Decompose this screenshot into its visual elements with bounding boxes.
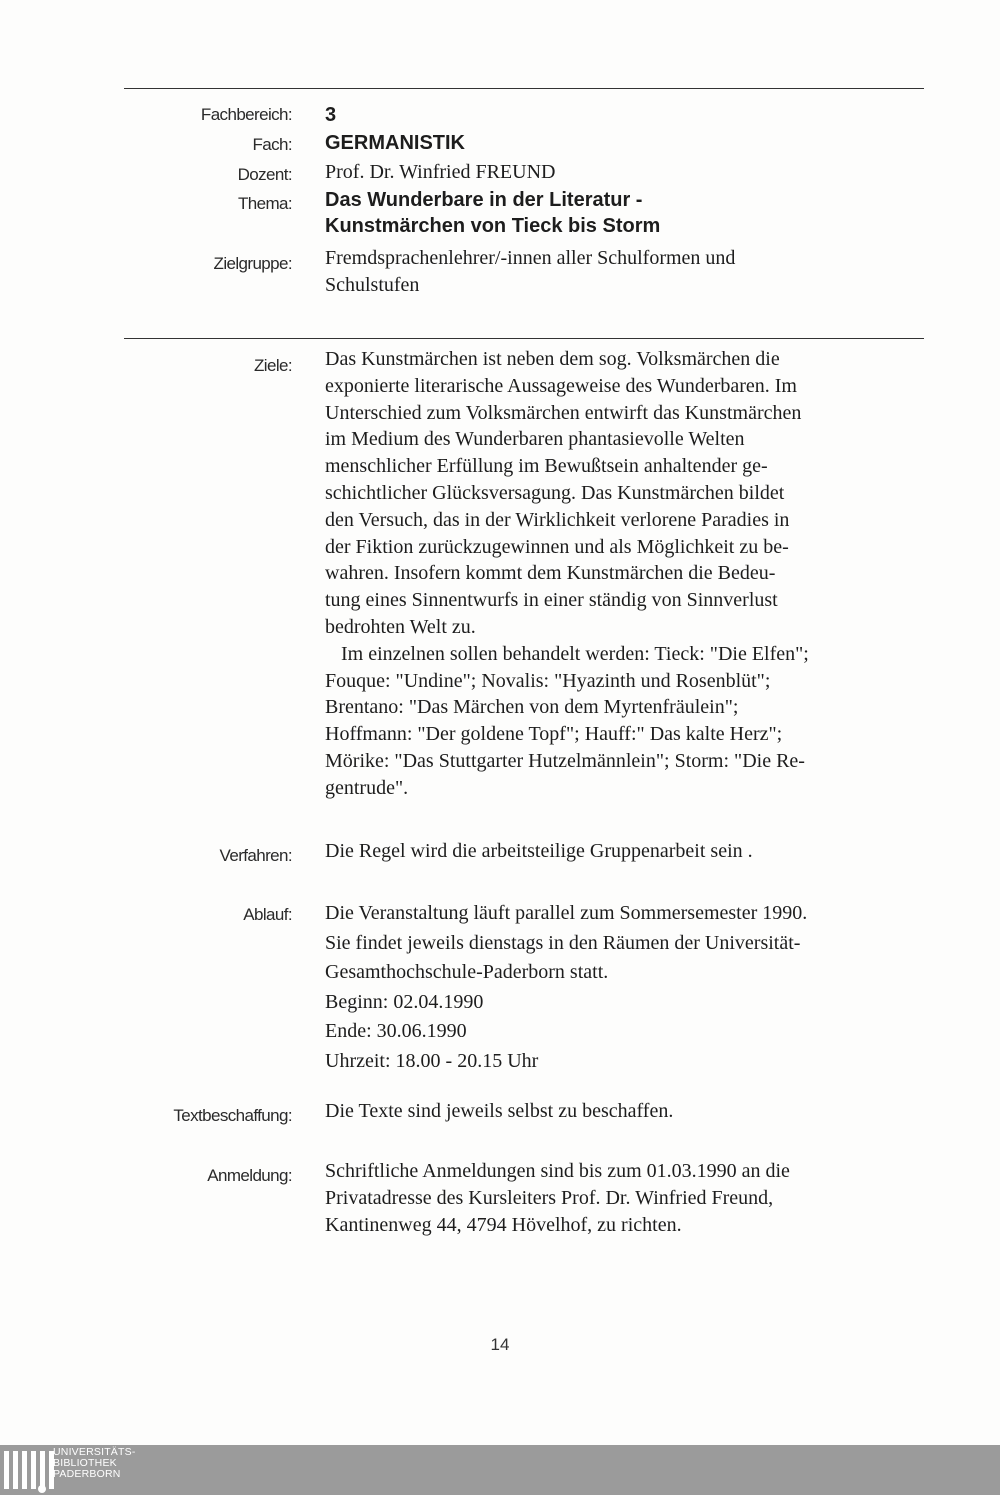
fachbereich-label: Fachbereich: — [200, 105, 292, 124]
verfahren-text — [325, 838, 930, 865]
thema-value — [325, 187, 930, 239]
library-logo-text — [53, 1447, 136, 1480]
ziele-line: bedrohten Welt zu. — [325, 615, 476, 638]
textbeschaffung-label: Textbeschaffung: — [173, 1106, 292, 1125]
textbeschaffung-line: Die Texte sind jeweils selbst zu beschaffen. — [325, 1100, 674, 1122]
section-rule — [124, 338, 924, 339]
fachbereich-value: 3 — [325, 104, 337, 126]
anmeldung-text — [325, 1158, 930, 1238]
ablauf-line: Ende: 30.06.1990 — [325, 1020, 467, 1043]
ablauf-line: Gesamthochschule-Paderborn statt. — [325, 961, 609, 984]
fach-value: GERMANISTIK — [325, 132, 465, 154]
logo-dot-icon — [38, 1485, 46, 1493]
anmeldung-line: Schriftliche Anmeldungen sind bis zum 01.03.1990 an die — [325, 1160, 790, 1182]
verfahren-line: Die Regel wird die arbeitsteilige Gruppenarbeit sein . — [325, 840, 753, 862]
ziele-line: gentrude". — [325, 776, 409, 799]
ziele-line: Mörike: "Das Stuttgarter Hutzelmännlein"; Storm: "Die Re- — [325, 749, 805, 772]
ziele-line: Im einzelnen sollen behandelt werden: Tieck: "Die Elfen"; — [341, 642, 809, 665]
verfahren-label: Verfahren: — [219, 846, 292, 865]
library-footer-bar — [0, 1445, 1000, 1495]
anmeldung-label: Anmeldung: — [207, 1166, 292, 1185]
thema-label: Thema: — [237, 194, 292, 213]
ziele-line: Fouque: "Undine"; Novalis: "Hyazinth und Rosenblüt"; — [325, 669, 771, 692]
logo-line: BIBLIOTHEK — [53, 1457, 117, 1469]
zielgruppe-label: Zielgruppe: — [213, 254, 292, 273]
dozent-value: Prof. Dr. Winfried FREUND — [325, 161, 556, 183]
ablauf-line: Sie findet jeweils dienstags in den Räumen der Universität- — [325, 931, 801, 954]
ziele-line: Unterschied zum Volksmärchen entwirft das Kunstmärchen — [325, 401, 802, 424]
ziele-line: exponierte literarische Aussageweise des Wunderbaren. Im — [325, 374, 797, 397]
ziele-line: menschlicher Erfüllung im Bewußtsein anhaltender ge- — [325, 455, 768, 478]
ziele-line: Hoffmann: "Der goldene Topf"; Hauff:" Das kalte Herz"; — [325, 723, 783, 746]
ziele-line: Das Kunstmärchen ist neben dem sog. Volksmärchen die — [325, 348, 780, 370]
anmeldung-line: Privatadresse des Kursleiters Prof. Dr. Winfried Freund, — [325, 1186, 774, 1209]
page-number: 14 — [490, 1335, 510, 1354]
logo-line: PADERBORN — [53, 1468, 121, 1480]
ziele-line: im Medium des Wunderbaren phantasievolle Welten — [325, 428, 745, 451]
dozent-label: Dozent: — [237, 165, 292, 184]
logo-line: UNIVERSITÄTS- — [53, 1446, 136, 1458]
ziele-line: der Fiktion zurückzugewinnen und als Möglichkeit zu be- — [325, 535, 789, 558]
thema-line: Das Wunderbare in der Literatur - — [325, 189, 643, 211]
ablauf-line: Uhrzeit: 18.00 - 20.15 Uhr — [325, 1049, 539, 1072]
anmeldung-line: Kantinenweg 44, 4794 Hövelhof, zu richten. — [325, 1213, 682, 1236]
ziele-line: wahren. Insofern kommt dem Kunstmärchen die Bedeu- — [325, 562, 776, 585]
thema-line: Kunstmärchen von Tieck bis Storm — [325, 215, 661, 237]
ziele-label: Ziele: — [254, 356, 292, 375]
zielgruppe-line: Fremdsprachenlehrer/-innen aller Schulformen und — [325, 247, 736, 269]
ziele-line: schichtlicher Glücksversagung. Das Kunstmärchen bildet — [325, 481, 785, 504]
top-rule — [124, 88, 924, 89]
fach-label: Fach: — [252, 135, 292, 154]
ziele-text — [325, 346, 930, 802]
textbeschaffung-text — [325, 1098, 930, 1125]
zielgruppe-line: Schulstufen — [325, 273, 420, 296]
ziele-line: tung eines Sinnentwurfs in einer ständig von Sinnverlust — [325, 589, 778, 612]
zielgruppe-value — [325, 245, 930, 299]
ablauf-label: Ablauf: — [243, 905, 292, 924]
ablauf-line: Beginn: 02.04.1990 — [325, 990, 484, 1013]
ziele-line: Brentano: "Das Märchen von dem Myrtenfräulein"; — [325, 696, 739, 719]
ziele-line: den Versuch, das in der Wirklichkeit verlorene Paradies in — [325, 508, 790, 531]
ablauf-line: Die Veranstaltung läuft parallel zum Sommersemester 1990. — [325, 902, 808, 924]
library-logo-icon — [4, 1451, 54, 1489]
ablauf-text — [325, 899, 930, 1077]
